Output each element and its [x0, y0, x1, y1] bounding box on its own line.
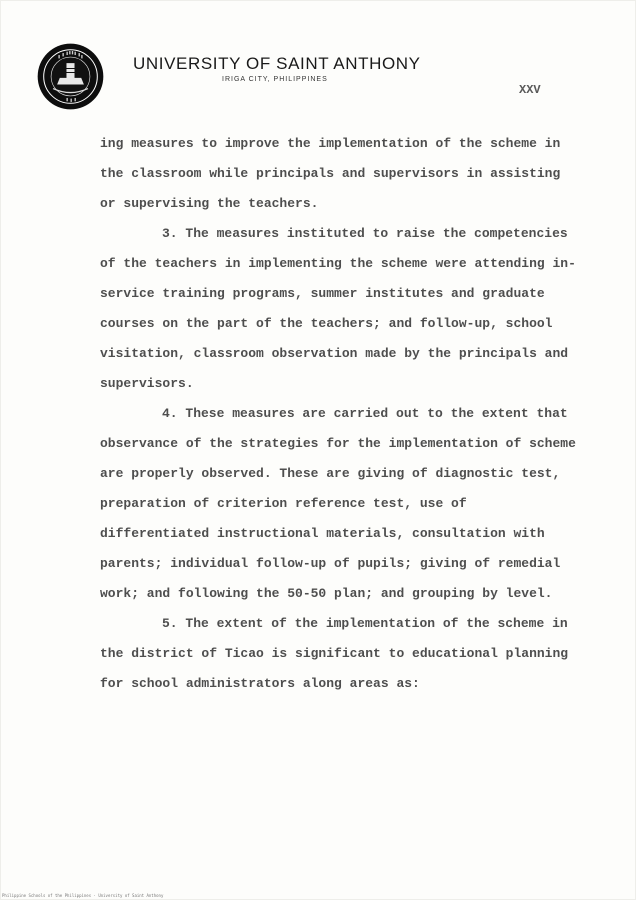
university-seal-icon — [37, 43, 104, 110]
paragraph-item-3: 3. The measures instituted to raise the competencies of the teachers in implementing the scheme were attending in-service training programs, summer institutes and graduate courses on the part of the teachers; and follow-up, school visitation, classroom observation made by the principals and supervisors. — [100, 226, 576, 391]
paragraph-item-4: 4. These measures are carried out to the extent that observance of the strategies for the implementation of scheme are properly observed. These are giving of diagnostic test, preparation of criterion reference test, use of differentiated instructional materials, consultation with parents; individual follow-up of pupils; giving of remedial work; and following the 50-50 plan; and grouping by level. — [100, 406, 576, 601]
footer-caption: Philippine Schools of the Philippines · University of Saint Anthony — [2, 893, 164, 898]
university-location: IRIGA CITY, PHILIPPINES — [222, 76, 328, 83]
page-number: XXV — [519, 83, 541, 97]
paragraph-item-5: 5. The extent of the implementation of the scheme in the district of Ticao is significant to educational planning for school administrators along areas as: — [100, 616, 569, 691]
university-name: UNIVERSITY OF SAINT ANTHONY — [133, 54, 421, 73]
paragraph-continuation: ing measures to improve the implementation of the scheme in the classroom while principals and supervisors in assisting or supervising the teachers. — [100, 136, 561, 211]
document-body — [100, 129, 580, 699]
